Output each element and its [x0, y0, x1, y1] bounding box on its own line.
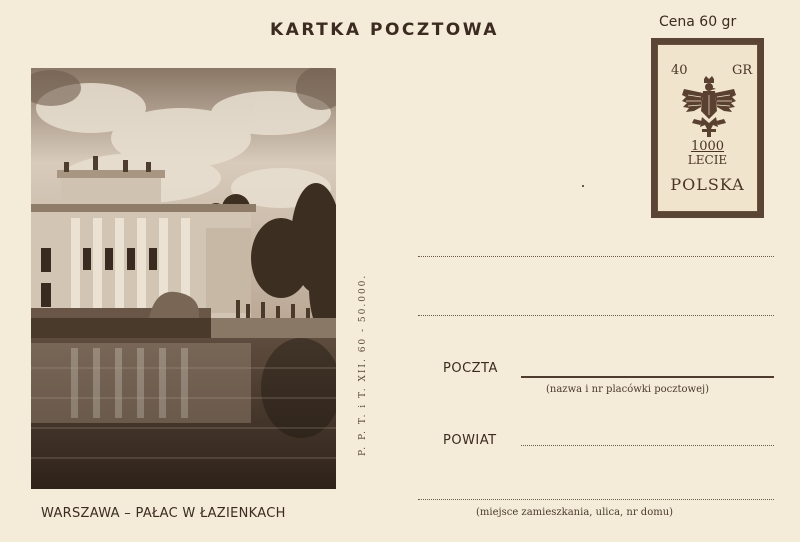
- residence-line: [418, 499, 774, 500]
- stamp-currency: GR: [732, 63, 753, 78]
- photo-caption: WARSZAWA – PAŁAC W ŁAZIENKACH: [41, 506, 286, 521]
- poczta-label: POCZTA: [443, 361, 498, 376]
- address-line-1: [418, 256, 774, 257]
- powiat-label: POWIAT: [443, 433, 497, 448]
- eagle-emblem-icon: [680, 75, 738, 139]
- stamp-inner: [657, 44, 758, 212]
- poczta-line: [521, 376, 774, 378]
- powiat-line: [521, 445, 774, 446]
- card-title: KARTKA POCZTOWA: [270, 20, 499, 40]
- stamp-anniversary-word: LECIE: [687, 153, 728, 167]
- address-line-2: [418, 315, 774, 316]
- poczta-hint: (nazwa i nr placówki pocztowej): [546, 384, 710, 395]
- price-label: Cena 60 gr: [659, 14, 737, 30]
- palace-photo: [31, 68, 336, 489]
- postage-stamp: [651, 38, 764, 218]
- print-info: P. P. T. i T. XII. 60 - 50.000.: [358, 273, 368, 456]
- stamp-anniversary-number: 1000: [690, 139, 725, 154]
- stamp-value: 40: [671, 63, 688, 78]
- residence-hint: (miejsce zamieszkania, ulica, nr domu): [476, 507, 674, 518]
- stamp-country: POLSKA: [670, 175, 745, 194]
- ink-dot: [582, 185, 584, 187]
